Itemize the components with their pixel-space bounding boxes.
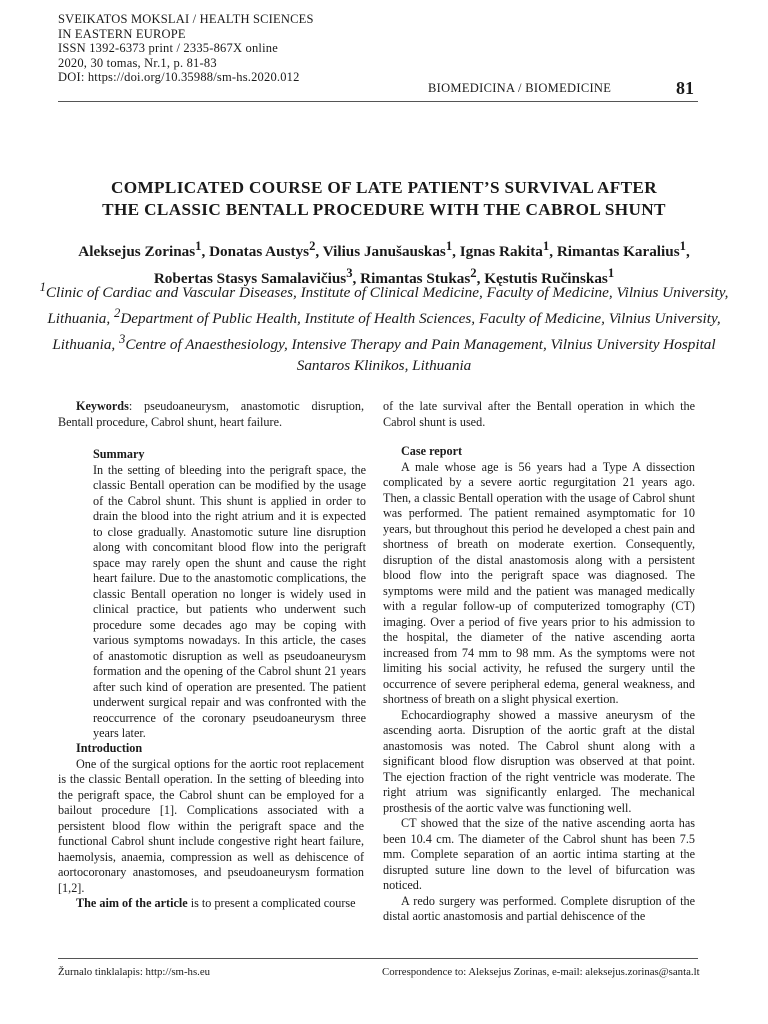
keywords-label: Keywords <box>76 399 129 413</box>
keywords <box>58 399 364 430</box>
title-line-1: COMPLICATED COURSE OF LATE PATIENT’S SURVIVAL AFTER <box>111 178 657 197</box>
aim-paragraph: The aim of the article is to present a complicated course <box>76 896 356 910</box>
aim-continuation: of the late survival after the Bentall operation in which the Cabrol shunt is used. <box>383 399 695 429</box>
case-report-heading: Case report <box>401 444 463 458</box>
journal-header <box>58 12 314 85</box>
author: Donatas Austys$^2$, <box>209 239 323 261</box>
footer-divider <box>58 958 698 959</box>
author: Robertas Stasys Samalavičius$^3$, <box>153 265 361 287</box>
author: Vilius Janušauskas$^1$, <box>322 239 460 261</box>
introduction <box>58 741 364 912</box>
issn: ISSN 1392-6373 print / 2335-867X online <box>58 41 278 56</box>
section-label: BIOMEDICINA / BIOMEDICINE <box>428 81 612 95</box>
issue-info: 2020, 30 tomas, Nr.1, p. 81-83 <box>58 55 217 70</box>
aim-label: The aim of the article <box>76 896 188 910</box>
affiliation-2: Department of Public Health, Institute of Health Sciences, Faculty of Medicine, Vilnius University, Lithuania, <box>52 310 721 354</box>
case-paragraph: A male whose age is 56 years had a Type A dissection complicated by a severe aortic regurgitation 21 years ago. Then, a classic Bentall operation with the usage of Cabrol shunt was performed. The patient remained asymptomatic for 10 years, but throughout this period he developed a chest pain and shortness of breath on moderate exertion. Consequently, disruption of the distal anastomosis along with a persistent blood flow into the perigraft space was diagnosed. The symptoms were mild and the patient was managed medically with a regular follow-up of computerized tomography (CT) imaging. Over a period of five years prior to his admission to the hospital, the diameter of the native ascending aorta increased from 74 mm to 98 mm. As the symptoms were not limiting his social activity, he refused the surgery until the occurrence of severe peripheral edema, general weakness, and shortness of breath on a slight physical exertion. <box>383 459 695 706</box>
keywords-text: : pseudoaneurysm, anastomotic disruption, Bentall procedure, Cabrol shunt, heart failure. <box>58 399 364 429</box>
author: Ignas Rakita$^1$, <box>459 239 557 261</box>
affiliation-3: Centre of Anaesthesiology, Intensive Therapy and Pain Management, Vilnius University Hospital Santaros Klinikos, Lithuania <box>125 336 716 375</box>
author: Rimantas Stukas$^2$, <box>360 265 485 287</box>
title-line-2: THE CLASSIC BENTALL PROCEDURE WITH THE CABROL SHUNT <box>102 200 666 219</box>
introduction-text: One of the surgical options for the aortic root replacement is the classic Bentall operation. In the setting of bleeding into the perigraft space, the Cabrol shunt can be employed for a bailout procedure [1]. Complications associated with a persistent blood flow within the perigraft space and the functional Cabrol shunt include congestive right heart failure, haemolysis, anaemia, compression as well as dehiscence of aortocoronary anastomoses, and pseudoaneurysm formation [1,2]. <box>58 756 364 895</box>
case-paragraph: A redo surgery was performed. Complete disruption of the distal aortic anastomosis and partial dehiscence of the <box>383 893 695 923</box>
author: Kęstutis Ručinskas$^1$ <box>484 265 615 287</box>
summary-heading: Summary <box>93 447 145 461</box>
right-column <box>383 399 695 925</box>
header-divider <box>58 101 698 102</box>
introduction-heading: Introduction <box>76 741 143 755</box>
author: Aleksejus Zorinas$^1$, <box>78 239 210 261</box>
journal-website[interactable]: Žurnalo tinklalapis: http://sm-hs.eu <box>58 966 211 978</box>
affiliations: $^1$Clinic of Cardiac and Vascular Diseases, Institute of Clinical Medicine, Faculty of Medicine, Vilnius University, Lithuania, $^2$Department of Public Health, Institute of Health Sciences, Faculty of Medicine, Vilnius University, Lithuania, $^3$Centre of Anaesthesiology, Intensive Therapy and Pain Management, Vilnius University Hospital Santaros Klinikos, Lithuania <box>39 280 729 375</box>
journal-name-line1: SVEIKATOS MOKSLAI / HEALTH SCIENCES <box>58 12 314 26</box>
summary-text: In the setting of bleeding into the perigraft space, the classic Bentall operation can be modified by the usage of the Cabrol shunt. This shunt is applied in order to drain the blood into the right atrium and it is expected to close gradually. Anastomotic suture line disruption along with concomitant blood flow into the perigraft space may rarely open the shunt and cause the right heart failure. Due to the anastomotic complications, the classic Bentall operation no longer is widely used in clinical practice, but patients who underwent such procedure some decades ago may be coping with various symptoms nowadays. In this article, the cases of anastomotic disruption as well as pseudoaneurysm formation and the opening of the Cabrol shunt 21 years after such kind of operation are presented. The patient underwent surgical repair and was confronted with the reoccurrence of the coronary pseudoaneurysm three years later. <box>93 462 366 740</box>
case-paragraph: CT showed that the size of the native ascending aorta has been 10.4 cm. The diameter of the Cabrol shunt has been 7.5 mm. Complete separation of an aortic intima starting at the disrupted suture line down to the level of bifurcation was noticed. <box>383 816 695 892</box>
journal-name-line2: IN EASTERN EUROPE <box>58 26 186 41</box>
summary-block <box>93 447 366 742</box>
page-number: 81 <box>676 78 694 98</box>
affiliation-1: Clinic of Cardiac and Vascular Diseases, Institute of Clinical Medicine, Faculty of Medicine, Vilnius University, Lithuania, <box>45 284 729 328</box>
case-paragraph: Echocardiography showed a massive aneurysm of the ascending aorta. Disruption of the aortic graft at the distal anastomosis was noted. The Cabrol shunt along with a significant blood flow disruption was observed at that point. The ejection fraction of the right ventricle was moderate. The right atrium was significantly enlarged. The mechanical prosthesis of the aortic valve was functioning well. <box>383 707 695 815</box>
article-title <box>30 177 738 221</box>
author: Rimantas Karalius$^1$, <box>556 239 690 261</box>
correspondence[interactable]: Correspondence to: Aleksejus Zorinas, e-mail: aleksejus.zorinas@santa.lt <box>382 966 700 978</box>
doi-link[interactable]: DOI: https://doi.org/10.35988/sm-hs.2020.012 <box>58 70 300 85</box>
